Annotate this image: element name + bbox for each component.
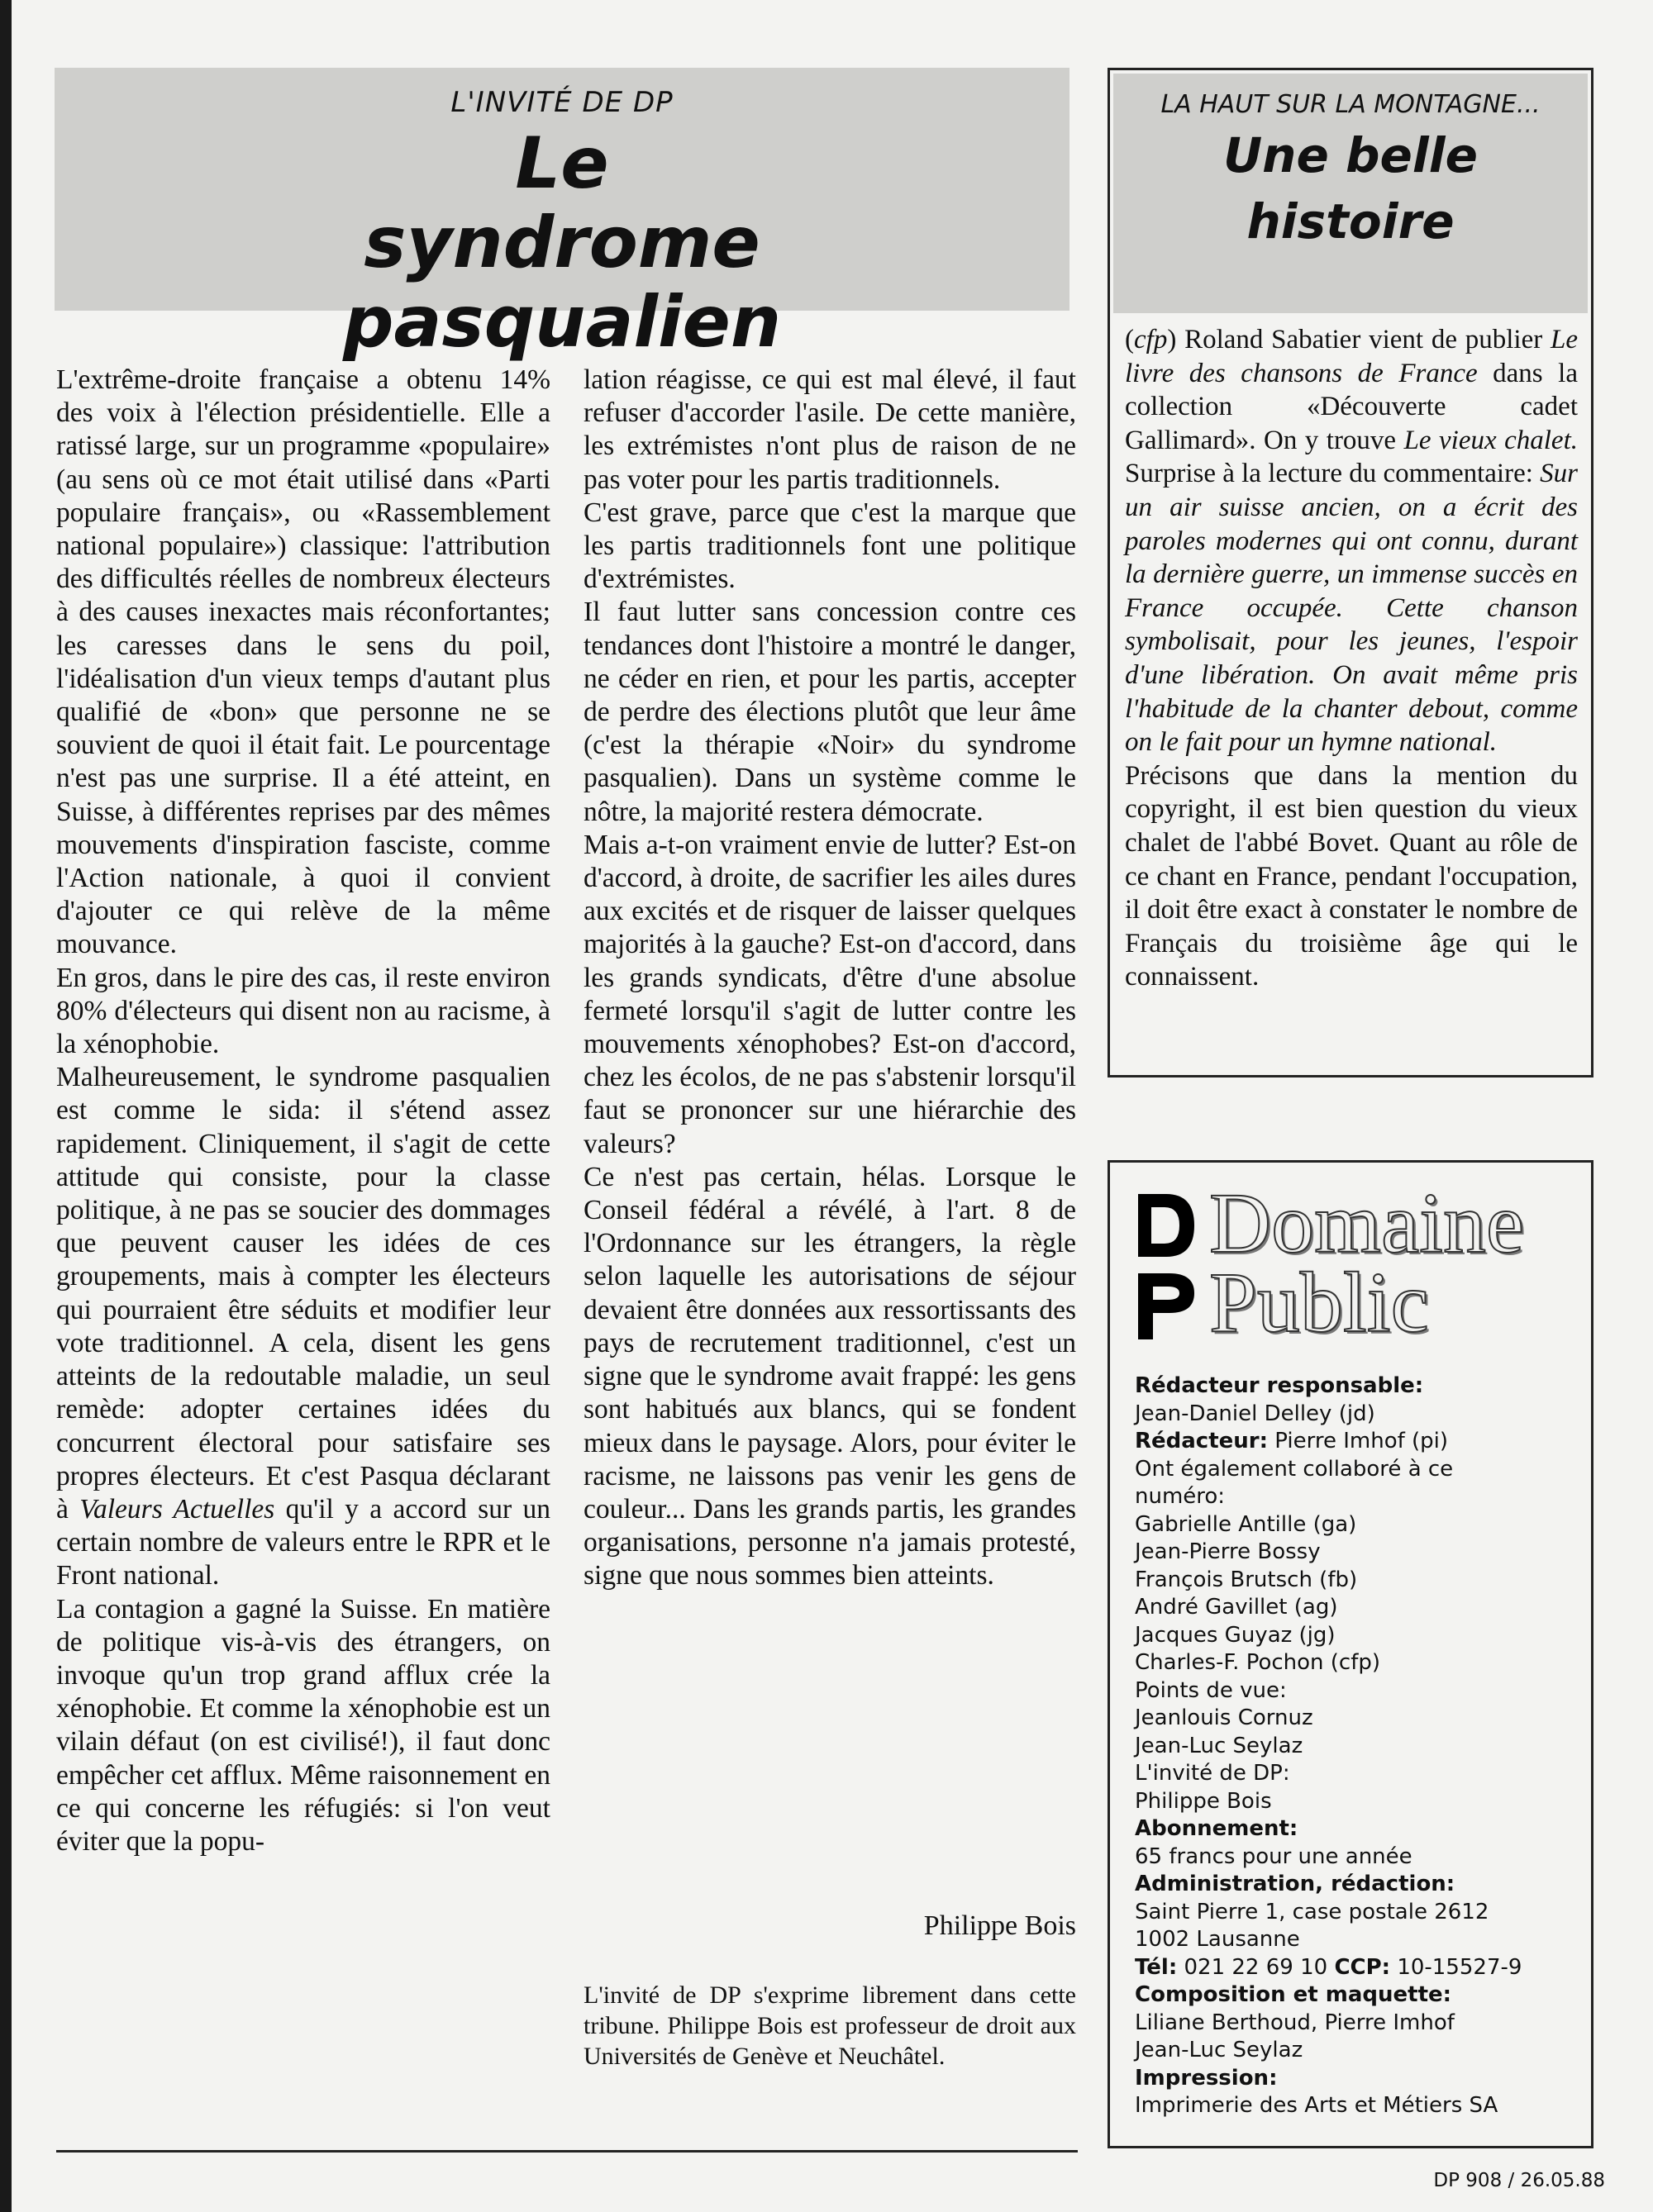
- credit-line: [1135, 2065, 1581, 2093]
- credit-line: [1135, 2037, 1581, 2065]
- credit-line: [1135, 1539, 1581, 1567]
- credit-text: Imprimerie des Arts et Métiers SA: [1135, 2093, 1498, 2118]
- credit-text: Gabrielle Antille (ga): [1135, 1511, 1357, 1537]
- paragraph: [56, 1061, 550, 1592]
- masthead-box: [1108, 1160, 1593, 2148]
- credit-line: [1135, 1705, 1581, 1733]
- credit-text: L'invité de DP:: [1135, 1761, 1290, 1786]
- domaine-public-logo: [1133, 1176, 1579, 1350]
- text-run: (: [1125, 325, 1134, 354]
- credit-line: [1135, 1677, 1581, 1705]
- paragraph: [584, 829, 1076, 1161]
- text-run: lation réagisse, ce qui est mal élevé, il faut refuser d'accorder l'asile. De cette manière, les extrémistes n'ont plus de raison de ne pas voter pour les partis traditionnels.: [584, 364, 1076, 495]
- credit-line: [1135, 1760, 1581, 1788]
- sidebar-title: Une belle histoire: [1223, 127, 1478, 250]
- issue-reference: DP 908 / 26.05.88: [1433, 2170, 1605, 2191]
- credit-text: Liliane Berthoud, Pierre Imhof: [1135, 2010, 1455, 2035]
- italic-text: Sur un air suisse ancien, on a écrit des paroles modernes qui ont connu, durant la dernière guerre, un immense succès en France occupée. Cette chanson symbolisait, pour les jeunes, l'espoir d'une libération. On avait même pris l'habitude de la chanter debout, comme on le fait pour un hymne national.: [1125, 459, 1578, 758]
- paragraph: [56, 1593, 550, 1859]
- credit-line: [1135, 1401, 1581, 1429]
- paragraph: [584, 596, 1076, 828]
- credit-text: Jean-Pierre Bossy: [1135, 1539, 1321, 1564]
- text-run: Précisons que dans la mention du copyright, il est bien question du vieux chalet de l'abbé Bovet. Quant au rôle de ce chant en France, pendant l'occupation, il doit être exact à constater le nombre de Français du troisième âge qui le connaissent.: [1125, 760, 1578, 992]
- main-headline-box: [55, 68, 1069, 364]
- sidebar-headline-box: [1113, 74, 1588, 313]
- footer-rule: [56, 2150, 1078, 2153]
- text-run: Il faut lutter sans concession contre ces tendances dont l'histoire a montré le danger, ne céder en rien, et pour les partis, accepter de perdre des élections plutôt que leur âme (c'est la thérapie «Noir» du syndrome pasqualien). Dans un système comme le nôtre, la majorité restera démocrate.: [584, 597, 1076, 827]
- italic-text: Le livre des chansons de France: [1125, 325, 1578, 388]
- text-run: dans la collection «Découverte cadet Gallimard». On y trouve: [1125, 358, 1578, 455]
- paragraph: [56, 364, 550, 962]
- text-run: Ce n'est pas certain, hélas. Lorsque le Conseil fédéral a révélé, à l'art. 8 de l'Ordonnance sur les étrangers, la règle selon laquelle les autorisations de séjour devaient être données aux ressortissants des pays de recrutement traditionnel, c'est un signe que le syndrome avait frappé: les gens sont habitués aux blancs, qui se fondent mieux dans le paysage. Alors, pour éviter le racisme, ne laissons pas venir les gens de couleur... Dans les grands partis, les grandes organisations, personne n'a jamais protesté, signe que nous sommes bien atteints.: [584, 1161, 1076, 1591]
- sidebar-text: [1125, 323, 1578, 994]
- masthead-credits: [1135, 1372, 1581, 2120]
- credit-line: [1135, 1871, 1581, 1899]
- text-run: qu'il y a accord sur un certain nombre de valeurs entre le RPR et le Front national.: [56, 1493, 550, 1591]
- credit-text: Charles-F. Pochon (cfp): [1135, 1650, 1381, 1675]
- italic-text: cfp: [1134, 325, 1168, 354]
- sidebar-kicker: LA HAUT SUR LA MONTAGNE...: [1160, 90, 1541, 119]
- article-column-2: [584, 364, 1076, 1593]
- text-run: La contagion a gagné la Suisse. En matière de politique vis-à-vis des étrangers, on invoque qu'un trop grand afflux crée la xénophobie. Et comme la xénophobie est un vilain défaut (on est civilisé!), il faut donc empêcher cet afflux. Même raisonnement en ce qui concerne les réfugiés: si l'on veut éviter que la popu-: [56, 1593, 550, 1857]
- credit-line: [1135, 1428, 1581, 1456]
- credit-text: François Brutsch (fb): [1135, 1567, 1358, 1592]
- credit-label: Tél:: [1135, 1954, 1178, 1980]
- credit-line: [1135, 1733, 1581, 1761]
- credit-line: [1135, 1815, 1581, 1843]
- credit-text: Jacques Guyaz (jg): [1135, 1622, 1336, 1648]
- text-run: Malheureusement, le syndrome pasqualien est comme le sida: il s'étend assez rapidement. Cliniquement, il s'agit de cette attitude qui consiste, pour la classe politique, à ne pas se soucier des dommages que peuvent causer les idées de ces groupements, mais à compter les électeurs qui pourraient être séduits et modifier leur vote traditionnel. A cela, disent les gens atteints de la redoutable maladie, un seul remède: adopter certaines idées du concurrent électoral pour satisfaire ses propres électeurs. Et c'est Pasqua déclarant à: [56, 1062, 550, 1525]
- credit-text: 021 22 69 10: [1177, 1954, 1335, 1980]
- article-column-1: [56, 364, 550, 1858]
- credit-line: [1135, 1926, 1581, 1954]
- credit-text: Pierre Imhof (pi): [1268, 1429, 1449, 1453]
- credit-text: Ont également collaboré à ce: [1135, 1456, 1454, 1482]
- guest-note: L'invité de DP s'exprime librement dans cette tribune. Philippe Bois est professeur de droit aux Universités de Genève et Neuchâtel.: [584, 1981, 1076, 2070]
- credit-line: [1135, 1622, 1581, 1650]
- credit-text: Jean-Luc Seylaz: [1135, 1733, 1303, 1758]
- credit-text: 1002 Lausanne: [1135, 1927, 1300, 1952]
- credit-line: [1135, 1567, 1581, 1595]
- paragraph: [1125, 323, 1578, 759]
- credit-text: numéro:: [1135, 1484, 1226, 1509]
- credit-text: Jean-Luc Seylaz: [1135, 2038, 1303, 2062]
- credit-line: [1135, 1511, 1581, 1539]
- credit-line: [1135, 2092, 1581, 2120]
- credit-label: Abonnement:: [1135, 1816, 1298, 1841]
- credit-label: Composition et maquette:: [1135, 1982, 1452, 2007]
- text-run: Mais a-t-on vraiment envie de lutter? Est-on d'accord, à droite, de sacrifier les ailes dures aux excités et de risquer de laisser quelques majorités à la gauche? Est-on d'accord, dans les grands syndicats, d'être d'une absolue fermeté lorsqu'il s'agit de lutter contre les mouvements xénophobes? Est-on d'accord, chez les écolos, de ne pas s'abstenir lorsqu'il faut se prononcer sur une hiérarchie des valeurs?: [584, 829, 1076, 1159]
- credit-label: Rédacteur:: [1135, 1429, 1269, 1453]
- logo-word-domaine: Domaine: [1209, 1176, 1525, 1271]
- paragraph: [584, 497, 1076, 597]
- logo-word-public: Public: [1209, 1255, 1429, 1350]
- credit-line: [1135, 1899, 1581, 1927]
- logo-dp-glyphs: [1133, 1187, 1199, 1344]
- text-run: C'est grave, parce que c'est la marque que les partis traditionnels font une politique d'extrémistes.: [584, 497, 1076, 595]
- main-title: Le syndrome pasqualien: [342, 122, 782, 364]
- text-run: ) Roland Sabatier vient de publier: [1167, 325, 1551, 354]
- credit-text: Jean-Daniel Delley (jd): [1135, 1401, 1375, 1426]
- credit-line: [1135, 1456, 1581, 1484]
- credit-text: Saint Pierre 1, case postale 2612: [1135, 1899, 1489, 1924]
- credit-line: [1135, 1649, 1581, 1677]
- credit-line: [1135, 1843, 1581, 1872]
- credit-label: Administration, rédaction:: [1135, 1872, 1455, 1896]
- paragraph: [1125, 759, 1578, 994]
- main-kicker: L'INVITÉ DE DP: [450, 86, 674, 119]
- credit-text: Philippe Bois: [1135, 1788, 1272, 1814]
- credit-text: André Gavillet (ag): [1135, 1595, 1338, 1620]
- credit-label: Impression:: [1135, 2065, 1278, 2091]
- paragraph: [584, 1161, 1076, 1593]
- logo-dp-letters: [1133, 1187, 1199, 1344]
- credit-line: [1135, 1594, 1581, 1622]
- credit-line: [1135, 1788, 1581, 1816]
- article-signature: Philippe Bois: [923, 1910, 1076, 1941]
- italic-text: Le vieux chalet.: [1403, 425, 1578, 455]
- text-run: L'extrême-droite française a obtenu 14% des voix à l'élection présidentielle. Elle a ratissé large, sur un programme «populaire» (au sens où ce mot était utilisé dans «Parti populaire français», ou «Rassemblement national populaire») classique: l'attribution des difficultés réelles de nombreux électeurs à des causes inexactes mais réconfortantes; les caresses dans le sens du poil, l'idéalisation d'un vieux temps d'autant plus qualifié de «bon» que personne ne se souvient de quoi il était fait. Le pourcentage n'est pas une surprise. Il a été atteint, en Suisse, à différentes reprises par des mêmes mouvements d'inspiration fasciste, comme l'Action nationale, à quoi il convient d'ajouter ce qui relève de la même mouvance.: [56, 364, 550, 960]
- credit-line: [1135, 1372, 1581, 1401]
- paragraph: [56, 962, 550, 1062]
- credit-line: [1135, 2010, 1581, 2038]
- scan-edge: [0, 0, 12, 2212]
- credit-text: 65 francs pour une année: [1135, 1843, 1412, 1869]
- italic-text: Valeurs Actuelles: [79, 1493, 275, 1525]
- text-run: Surprise à la lecture du commentaire:: [1125, 459, 1541, 489]
- credit-text: Jeanlouis Cornuz: [1135, 1705, 1313, 1730]
- credit-line: [1135, 1483, 1581, 1511]
- text-run: En gros, dans le pire des cas, il reste environ 80% d'électeurs qui disent non au racisme, à la xénophobie.: [56, 962, 550, 1060]
- credit-text: Points de vue:: [1135, 1677, 1287, 1703]
- paragraph: [584, 364, 1076, 497]
- logo-words: [1209, 1176, 1525, 1350]
- ccp-value: 10-15527-9: [1390, 1954, 1522, 1980]
- credit-label: Rédacteur responsable:: [1135, 1373, 1424, 1398]
- credit-line: [1135, 1954, 1581, 1982]
- sidebar-story-box: [1108, 68, 1593, 1077]
- credit-line: [1135, 1981, 1581, 2010]
- ccp-label: CCP:: [1334, 1954, 1391, 1980]
